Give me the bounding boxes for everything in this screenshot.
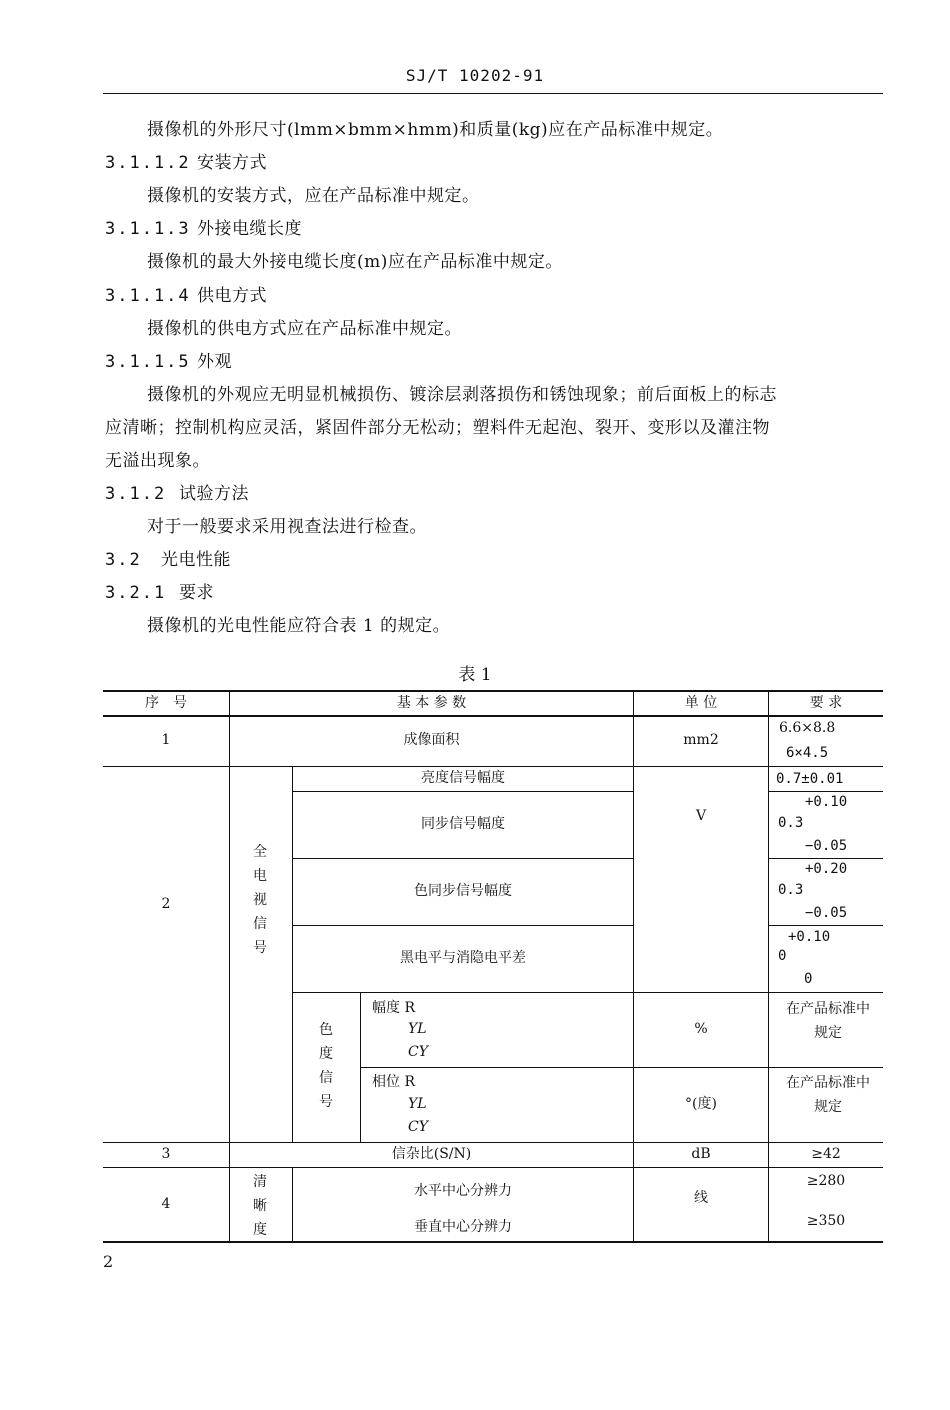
paragraph-test-method: 对于一般要求采用视查法进行检查。 bbox=[147, 517, 427, 537]
row2-sync-plus: +0.10 bbox=[805, 794, 848, 810]
table-header-req: 要 求 bbox=[809, 694, 843, 711]
section-3-2 bbox=[105, 545, 231, 570]
row4-v-res: 垂直中心分辨力 bbox=[414, 1219, 512, 1236]
table-row-rule bbox=[768, 858, 883, 859]
table-caption: 表 1 bbox=[458, 665, 492, 685]
paragraph-dimensions: 摄像机的外形尺寸(lmm×bmm×hmm)和质量(kg)应在产品标准中规定。 bbox=[147, 120, 724, 140]
section-number: 3.2 bbox=[105, 550, 142, 570]
section-title: 试验方法 bbox=[179, 484, 249, 504]
row2-sync: 同步信号幅度 bbox=[421, 816, 505, 833]
row1-unit: mm2 bbox=[683, 732, 719, 749]
row2-black-minus: 0 bbox=[804, 971, 813, 987]
paragraph-appearance-line1: 摄像机的外观应无明显机械损伤、镀涂层剥落损伤和锈蚀现象；前后面板上的标志 bbox=[147, 385, 777, 405]
section-number: 3.1.2 bbox=[105, 484, 167, 504]
section-3-1-1-5 bbox=[105, 347, 232, 372]
section-number: 3.1.1.3 bbox=[105, 219, 191, 239]
row2-seq: 2 bbox=[161, 895, 171, 912]
row4-group-label: 清晰度 bbox=[253, 1174, 267, 1238]
row2-luma-req: 0.7±0.01 bbox=[776, 771, 844, 787]
row2-phase-unit: °(度) bbox=[685, 1096, 717, 1113]
header-rule bbox=[103, 93, 883, 94]
table-header-seq: 序 号 bbox=[145, 694, 187, 711]
row2-amp-unit: % bbox=[694, 1021, 708, 1038]
row2-unit-v: V bbox=[695, 808, 707, 825]
section-number: 3.2.1 bbox=[105, 583, 167, 603]
table-header-unit: 单 位 bbox=[684, 694, 718, 711]
section-title: 光电性能 bbox=[161, 550, 231, 570]
row2-burst-plus: +0.20 bbox=[805, 861, 848, 877]
row2-phase-yl: YL bbox=[408, 1096, 427, 1112]
row2-burst-base: 0.3 bbox=[778, 882, 804, 898]
paragraph-appearance-line3: 无溢出现象。 bbox=[105, 451, 210, 471]
row3-req: ≥42 bbox=[811, 1146, 841, 1163]
section-3-1-1-2 bbox=[105, 148, 267, 173]
row4-h-req: ≥280 bbox=[806, 1173, 846, 1190]
table-bottom-border bbox=[103, 1241, 883, 1243]
row2-luma: 亮度信号幅度 bbox=[421, 770, 505, 787]
paragraph-requirement: 摄像机的光电性能应符合表 1 的规定。 bbox=[147, 616, 451, 636]
page-number: 2 bbox=[103, 1252, 114, 1271]
standard-code-header: SJ/T 10202-91 bbox=[405, 66, 545, 85]
row2-black: 黑电平与消隐电平差 bbox=[400, 950, 526, 967]
section-3-1-1-3 bbox=[105, 214, 302, 239]
table-row-rule bbox=[360, 1067, 883, 1068]
row2-black-plus: +0.10 bbox=[788, 929, 831, 945]
row3-seq: 3 bbox=[161, 1146, 171, 1163]
paragraph-cable: 摄像机的最大外接电缆长度(m)应在产品标准中规定。 bbox=[147, 252, 563, 272]
row1-req-b: 6×4.5 bbox=[786, 745, 829, 761]
row2-amp-cy: CY bbox=[408, 1044, 428, 1060]
row2-chroma-group-label: 色度信号 bbox=[319, 1022, 333, 1110]
table-row-rule bbox=[292, 992, 883, 993]
row1-seq: 1 bbox=[161, 732, 171, 749]
row2-burst: 色同步信号幅度 bbox=[414, 883, 512, 900]
table-row-rule bbox=[768, 791, 883, 792]
row4-unit: 线 bbox=[694, 1190, 708, 1207]
row1-req-a: 6.6×8.8 bbox=[779, 720, 836, 736]
row2-sync-minus: −0.05 bbox=[805, 838, 848, 854]
row2-burst-minus: −0.05 bbox=[805, 905, 848, 921]
section-number: 3.1.1.5 bbox=[105, 352, 191, 372]
section-title: 要求 bbox=[179, 583, 214, 603]
row2-amp-label: 幅度 R bbox=[372, 1000, 415, 1016]
row3-param: 信杂比(S/N) bbox=[391, 1146, 472, 1163]
table-row-rule bbox=[768, 925, 883, 926]
section-title: 供电方式 bbox=[197, 286, 267, 306]
row1-param: 成像面积 bbox=[403, 732, 460, 749]
paragraph-appearance-line2: 应清晰；控制机构应灵活，紧固件部分无松动；塑料件无起泡、裂开、变形以及灌注物 bbox=[105, 418, 770, 438]
row4-seq: 4 bbox=[161, 1195, 171, 1212]
paragraph-install: 摄像机的安装方式，应在产品标准中规定。 bbox=[147, 186, 480, 206]
section-3-1-1-4 bbox=[105, 281, 267, 306]
table-header-param: 基 本 参 数 bbox=[396, 694, 467, 711]
row2-phase-req: 在产品标准中规定 bbox=[786, 1075, 870, 1115]
section-title: 外观 bbox=[197, 352, 232, 372]
table-col-rule bbox=[360, 992, 361, 1142]
section-title: 外接电缆长度 bbox=[197, 219, 302, 239]
row2-phase-label: 相位 R bbox=[372, 1074, 415, 1090]
row2-sync-base: 0.3 bbox=[778, 815, 804, 831]
row4-v-req: ≥350 bbox=[806, 1213, 846, 1230]
section-3-2-1 bbox=[105, 578, 214, 603]
row4-h-res: 水平中心分辨力 bbox=[414, 1183, 512, 1200]
row2-amp-yl: YL bbox=[408, 1021, 427, 1037]
section-number: 3.1.1.4 bbox=[105, 286, 191, 306]
section-3-1-2 bbox=[105, 479, 249, 504]
row3-unit: dB bbox=[691, 1146, 711, 1163]
paragraph-power: 摄像机的供电方式应在产品标准中规定。 bbox=[147, 319, 462, 339]
section-number: 3.1.1.2 bbox=[105, 153, 191, 173]
row2-group-label: 全电视信号 bbox=[253, 844, 267, 956]
row2-phase-cy: CY bbox=[408, 1119, 428, 1135]
section-title: 安装方式 bbox=[197, 153, 267, 173]
row2-amp-req: 在产品标准中规定 bbox=[786, 1001, 870, 1041]
row2-black-base: 0 bbox=[778, 948, 787, 964]
